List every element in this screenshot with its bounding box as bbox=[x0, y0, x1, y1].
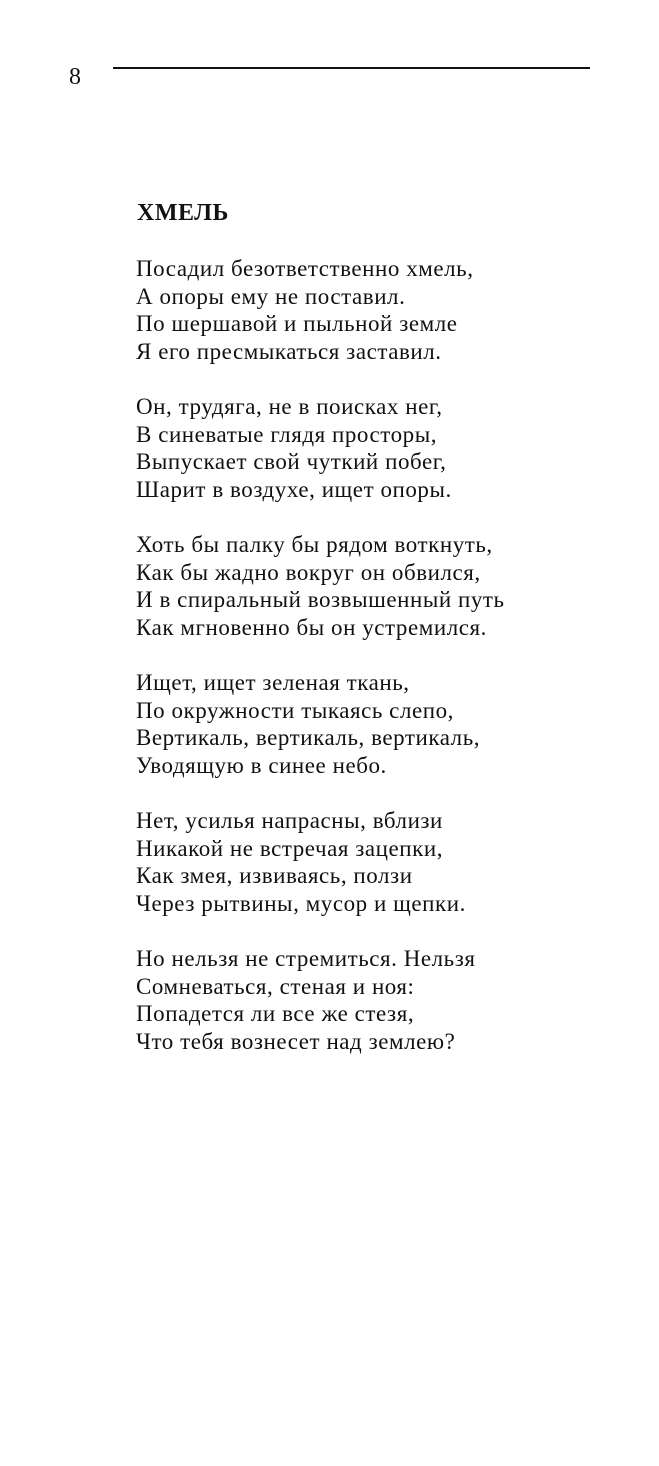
poem-line: Попадется ли все же стезя, bbox=[136, 1001, 415, 1026]
poem-line: Он, трудяга, не в поисках нег, bbox=[136, 394, 443, 419]
poem-line: Посадил безответственно хмель, bbox=[136, 256, 474, 281]
poem-line: По окружности тыкаясь слепо, bbox=[136, 697, 454, 723]
poem-line: Как мгновенно бы он устремился. bbox=[136, 614, 487, 640]
stanza-4 bbox=[136, 669, 505, 779]
poem-line: Я его пресмыкаться заставил. bbox=[136, 338, 442, 364]
stanza-3 bbox=[136, 531, 505, 641]
stanza-6 bbox=[136, 945, 505, 1055]
poem-line: По шершавой и пыльной земле bbox=[136, 311, 458, 336]
poem-line: Что тебя вознесет над землею? bbox=[136, 1028, 456, 1054]
poem-line: Шарит в воздухе, ищет опоры. bbox=[136, 476, 452, 502]
poem-title: ХМЕЛЬ bbox=[137, 200, 229, 226]
poem-body bbox=[136, 255, 505, 1083]
stanza-2 bbox=[136, 393, 505, 503]
poem-line: Но нельзя не стремиться. Нельзя bbox=[136, 946, 476, 971]
poem-line: Ищет, ищет зеленая ткань, bbox=[136, 670, 410, 695]
poem-line: Через рытвины, мусор и щепки. bbox=[136, 890, 466, 916]
poem-line: Как змея, извиваясь, ползи bbox=[136, 863, 413, 888]
header-rule bbox=[113, 67, 590, 69]
poem-line: Сомневаться, стеная и ноя: bbox=[136, 973, 415, 999]
poem-line: Как бы жадно вокруг он обвился, bbox=[136, 559, 481, 585]
stanza-5 bbox=[136, 807, 505, 917]
poem-line: Хоть бы палку бы рядом воткнуть, bbox=[136, 532, 493, 557]
stanza-1 bbox=[136, 255, 505, 365]
poem-line: Никакой не встречая зацепки, bbox=[136, 835, 444, 861]
page-number: 8 bbox=[69, 64, 81, 90]
poem-line: В синеватые глядя просторы, bbox=[136, 421, 438, 447]
poem-line: Уводящую в синее небо. bbox=[136, 752, 387, 778]
poem-line: А опоры ему не поставил. bbox=[136, 283, 406, 309]
poem-line: Вертикаль, вертикаль, вертикаль, bbox=[136, 725, 481, 750]
poem-line: Выпускает свой чуткий побег, bbox=[136, 449, 447, 474]
poem-line: Нет, усилья напрасны, вблизи bbox=[136, 808, 443, 833]
poem-line: И в спиральный возвышенный путь bbox=[136, 587, 505, 612]
